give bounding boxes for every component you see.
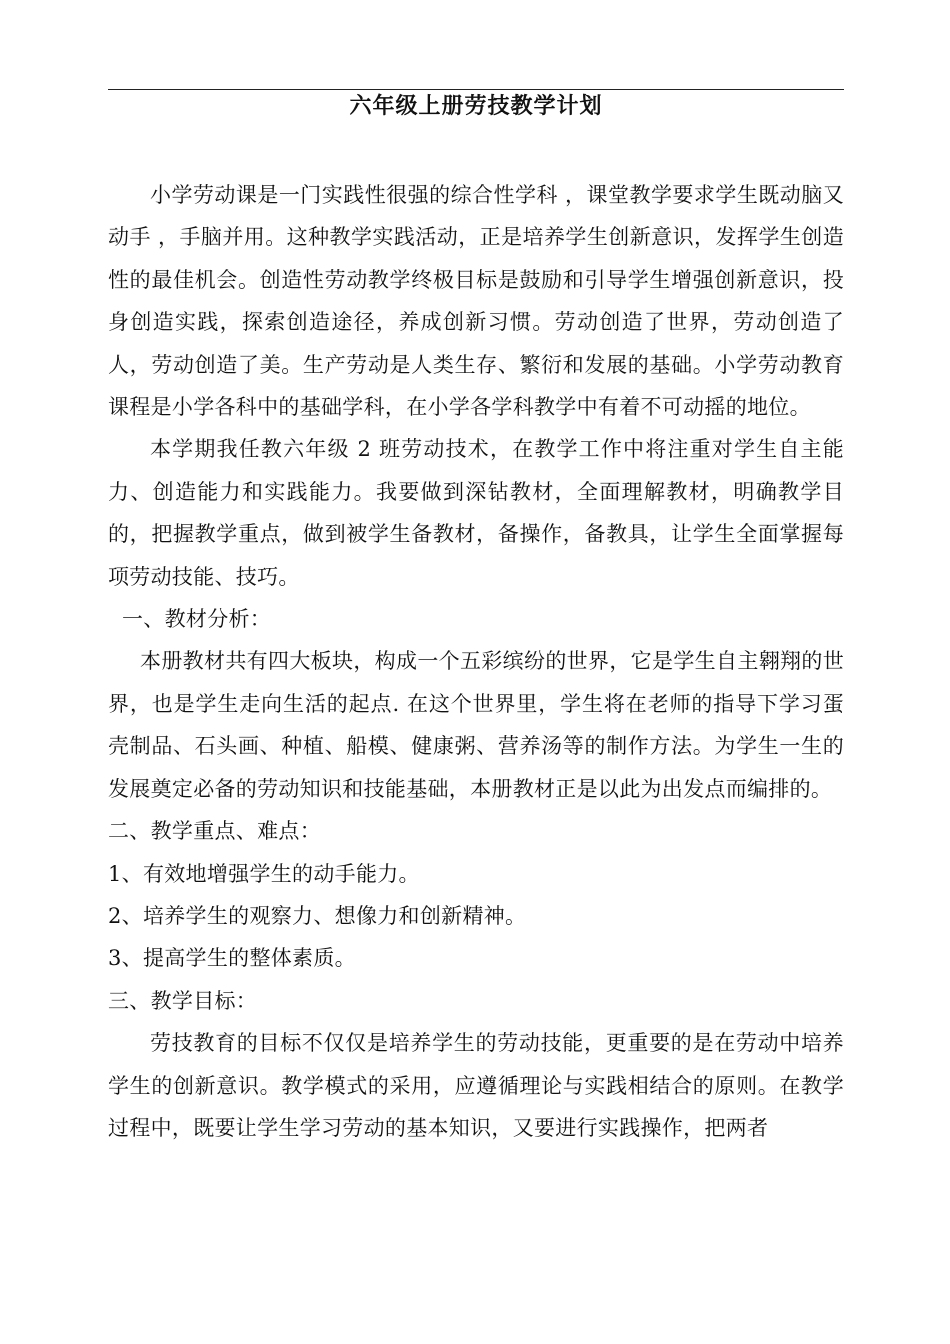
teaching-plan-paragraph: 本学期我任教六年级 2 班劳动技术，在教学工作中将注重对学生自主能力、创造能力和实践能力。我要做到深钻教材，全面理解教材，明确教学目的，把握教学重点，做到被学生备教材，备操作，备教具，让学生全面掌握每项劳动技能、技巧。 bbox=[108, 437, 844, 589]
document-body bbox=[108, 174, 844, 1149]
key-point-item: 3、提高学生的整体素质。 bbox=[108, 946, 356, 971]
teaching-goals-paragraph: 劳技教育的目标不仅仅是培养学生的劳动技能，更重要的是在劳动中培养学生的创新意识。教学模式的采用，应遵循理论与实践相结合的原则。在教学过程中，既要让学生学习劳动的基本知识，又要进行实践操作，把两者 bbox=[108, 1031, 844, 1140]
document-title: 六年级上册劳技教学计划 bbox=[349, 93, 603, 119]
intro-paragraph: 小学劳动课是一门实践性很强的综合性学科 ，课堂教学要求学生既动脑又动手 ，手脑并用。这种教学实践活动，正是培养学生创新意识，发挥学生创造性的最佳机会。创造性劳动教学终极目标是鼓励和引导学生增强创新意识，投身创造实践，探索创造途径，养成创新习惯。劳动创造了世界，劳动创造了人，劳动创造了美。生产劳动是人类生存、繁衍和发展的基础。小学劳动教育课程是小学各科中的基础学科，在小学各学科教学中有着不可动摇的地位。 bbox=[108, 183, 844, 420]
section-heading-key-points: 二、教学重点、难点： bbox=[108, 819, 321, 844]
textbook-analysis-paragraph: 本册教材共有四大板块，构成一个五彩缤纷的世界，它是学生自主翱翔的世界，也是学生走向生活的起点. 在这个世界里，学生将在老师的指导下学习蛋壳制品、石头画、种植、船模、健康粥、营养汤等的制作方法。为学生一生的发展奠定必备的劳动知识和技能基础，本册教材正是以此为出发点而编排的。 bbox=[108, 649, 844, 801]
section-heading-textbook-analysis: 一、教材分析： bbox=[122, 607, 272, 632]
header-rule bbox=[108, 89, 844, 90]
key-point-item: 2、培养学生的观察力、想像力和创新精神。 bbox=[108, 903, 527, 928]
key-point-item: 1、有效地增强学生的动手能力。 bbox=[108, 861, 420, 886]
section-heading-teaching-goals: 三、教学目标： bbox=[108, 988, 258, 1013]
